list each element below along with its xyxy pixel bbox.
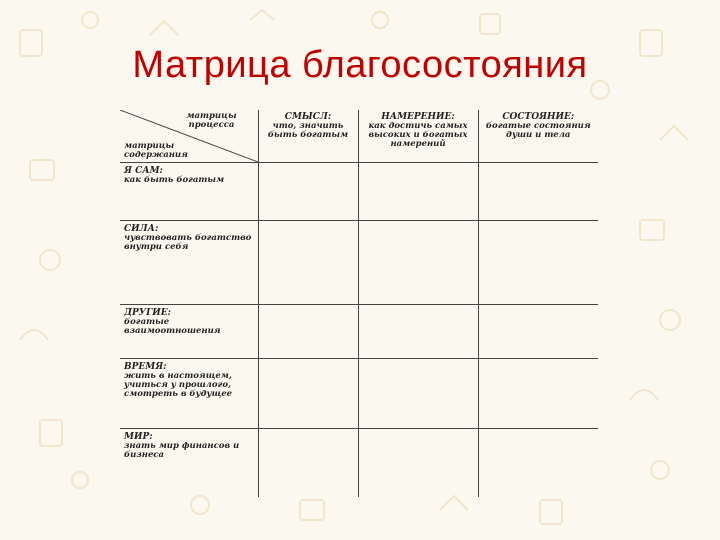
matrix-cell <box>258 221 358 305</box>
matrix-row-time <box>120 359 598 429</box>
row-header-others <box>120 305 258 359</box>
corner-content-label: матрицы содержания <box>124 141 188 161</box>
row-header-text: как быть богатым <box>124 175 225 186</box>
matrix-row-others <box>120 305 598 359</box>
matrix-cell <box>358 429 478 497</box>
matrix-cell <box>358 221 478 305</box>
matrix-cell <box>478 221 598 305</box>
row-header-text: знать мир финансов и бизнеса <box>124 441 240 461</box>
matrix-cell <box>478 163 598 221</box>
matrix-cell <box>358 305 478 359</box>
column-header-text: что, значить быть богатым <box>267 121 349 141</box>
matrix-cell <box>258 429 358 497</box>
matrix-cell <box>258 305 358 359</box>
matrix-cell <box>258 163 358 221</box>
matrix-cell <box>358 163 478 221</box>
row-header-title: ВРЕМЯ: <box>124 362 167 372</box>
row-header-world <box>120 429 258 497</box>
matrix-row-world <box>120 429 598 497</box>
page-title: Матрица благосостояния <box>132 44 588 86</box>
row-header-time <box>120 359 258 429</box>
column-header-title: СОСТОЯНИЕ: <box>502 112 575 122</box>
row-header-title: МИР: <box>124 432 153 442</box>
wellbeing-matrix <box>120 110 598 496</box>
matrix-cell <box>358 359 478 429</box>
matrix-cell <box>478 305 598 359</box>
row-header-self <box>120 163 258 221</box>
corner-process-label: матрицы процесса <box>186 111 237 130</box>
matrix-row-self <box>120 163 598 221</box>
column-header-title: НАМЕРЕНИЕ: <box>381 112 455 122</box>
column-header-state <box>478 110 598 163</box>
matrix-cell <box>258 359 358 429</box>
column-header-text: богатые состояния души и тела <box>485 121 591 141</box>
row-header-text: чувствовать богатство внутри себя <box>124 233 252 253</box>
row-header-text: жить в настоящем, учиться у прошлого, смотреть в будущее <box>124 371 233 400</box>
matrix-table <box>120 110 598 497</box>
matrix-row-strength <box>120 221 598 305</box>
row-header-title: СИЛА: <box>124 224 159 234</box>
matrix-cell <box>478 429 598 497</box>
matrix-cell <box>478 359 598 429</box>
column-header-title: СМЫСЛ: <box>284 112 332 122</box>
column-header-intention <box>358 110 478 163</box>
row-header-title: Я САМ: <box>124 166 163 176</box>
row-header-title: ДРУГИЕ: <box>124 308 171 318</box>
column-header-text: как достичь самых высоких и богатых намерений <box>368 121 468 150</box>
matrix-header-row <box>120 110 598 163</box>
row-header-strength <box>120 221 258 305</box>
matrix-corner-cell <box>120 110 258 163</box>
row-header-text: богатые взаимоотношения <box>124 317 221 337</box>
column-header-meaning <box>258 110 358 163</box>
